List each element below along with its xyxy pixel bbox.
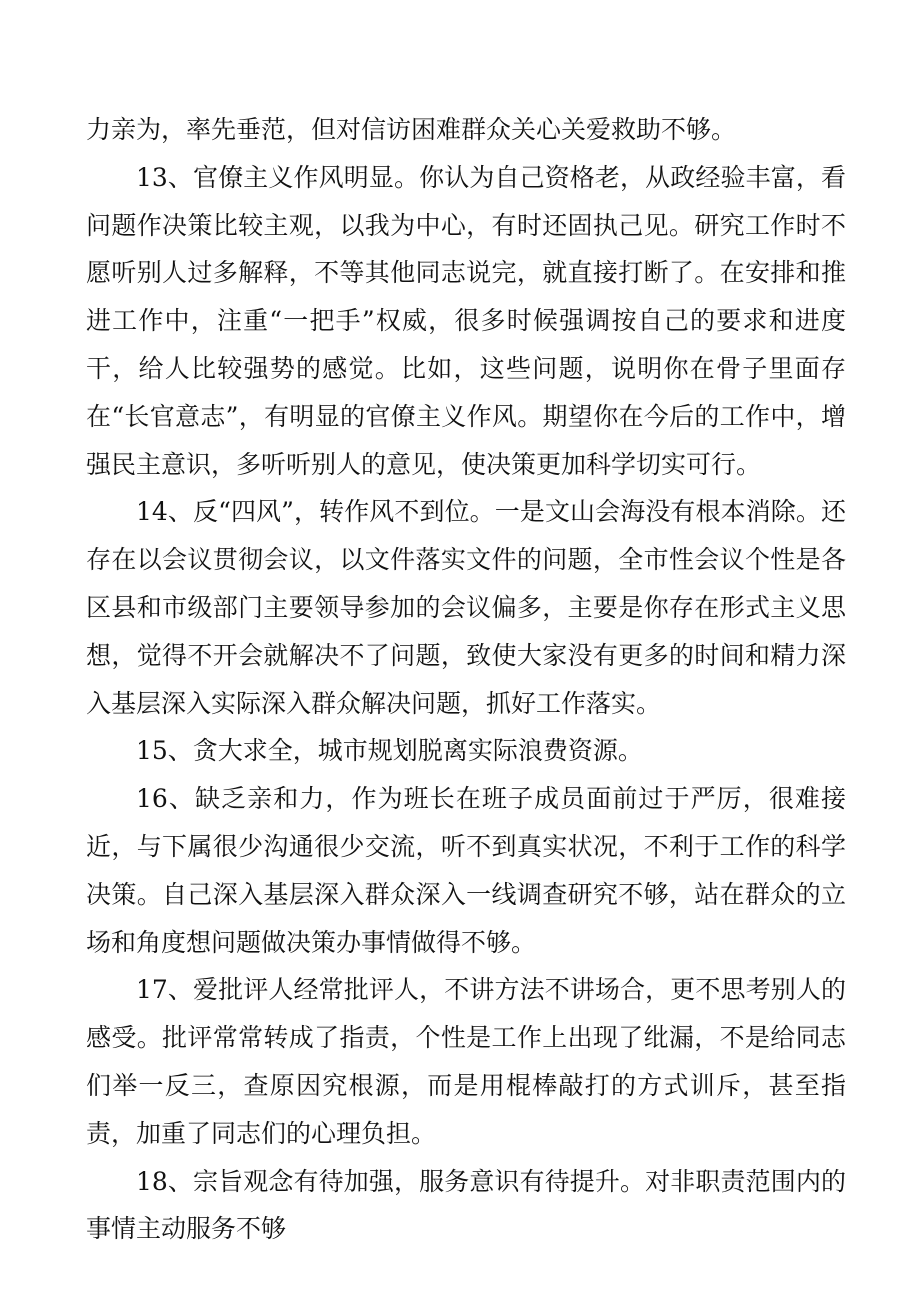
paragraph-18: 18、宗旨观念有待加强，服务意识有待提升。对非职责范围内的事情主动服务不够 — [86, 1166, 846, 1244]
paragraph-17: 17、爱批评人经常批评人，不讲方法不讲场合，更不思考别人的感受。批评常常转成了指责，个性是工作上出现了纰漏，不是给同志们举一反三，查原因究根源，而是用棍棒敲打的方式训斥，甚至指责，加重了同志们的心理负担。 — [86, 975, 846, 1148]
paragraph-16: 16、缺乏亲和力，作为班长在班子成员面前过于严厉，很难接近，与下属很少沟通很少交流，听不到真实状况，不利于工作的科学决策。自己深入基层深入群众深入一线调查研究不够，站在群众的立场和角度想问题做决策办事情做得不够。 — [86, 784, 846, 957]
paragraph-14: 14、反“四风”，转作风不到位。一是文山会海没有根本消除。还存在以会议贯彻会议，以文件落实文件的问题，全市性会议个性是各区县和市级部门主要领导参加的会议偏多，主要是你存在形式主义思想，觉得不开会就解决不了问题，致使大家没有更多的时间和精力深入基层深入实际深入群众解决问题，抓好工作落实。 — [86, 497, 846, 718]
paragraph-13: 13、官僚主义作风明显。你认为自己资格老，从政经验丰富，看问题作决策比较主观，以我为中心，有时还固执己见。研究工作时不愿听别人过多解释，不等其他同志说完，就直接打断了。在安排和推进工作中，注重“一把手”权威，很多时候强调按自己的要求和进度干，给人比较强势的感觉。比如，这些问题，说明你在骨子里面存在“长官意志”，有明显的官僚主义作风。期望你在今后的工作中，增强民主意识，多听听别人的意见，使决策更加科学切实可行。 — [86, 162, 846, 479]
document-body — [86, 106, 846, 1253]
paragraph-continuation: 力亲为，率先垂范，但对信访困难群众关心关爱救助不够。 — [86, 115, 737, 144]
paragraph-15: 15、贪大求全，城市规划脱离实际浪费资源。 — [136, 736, 643, 766]
